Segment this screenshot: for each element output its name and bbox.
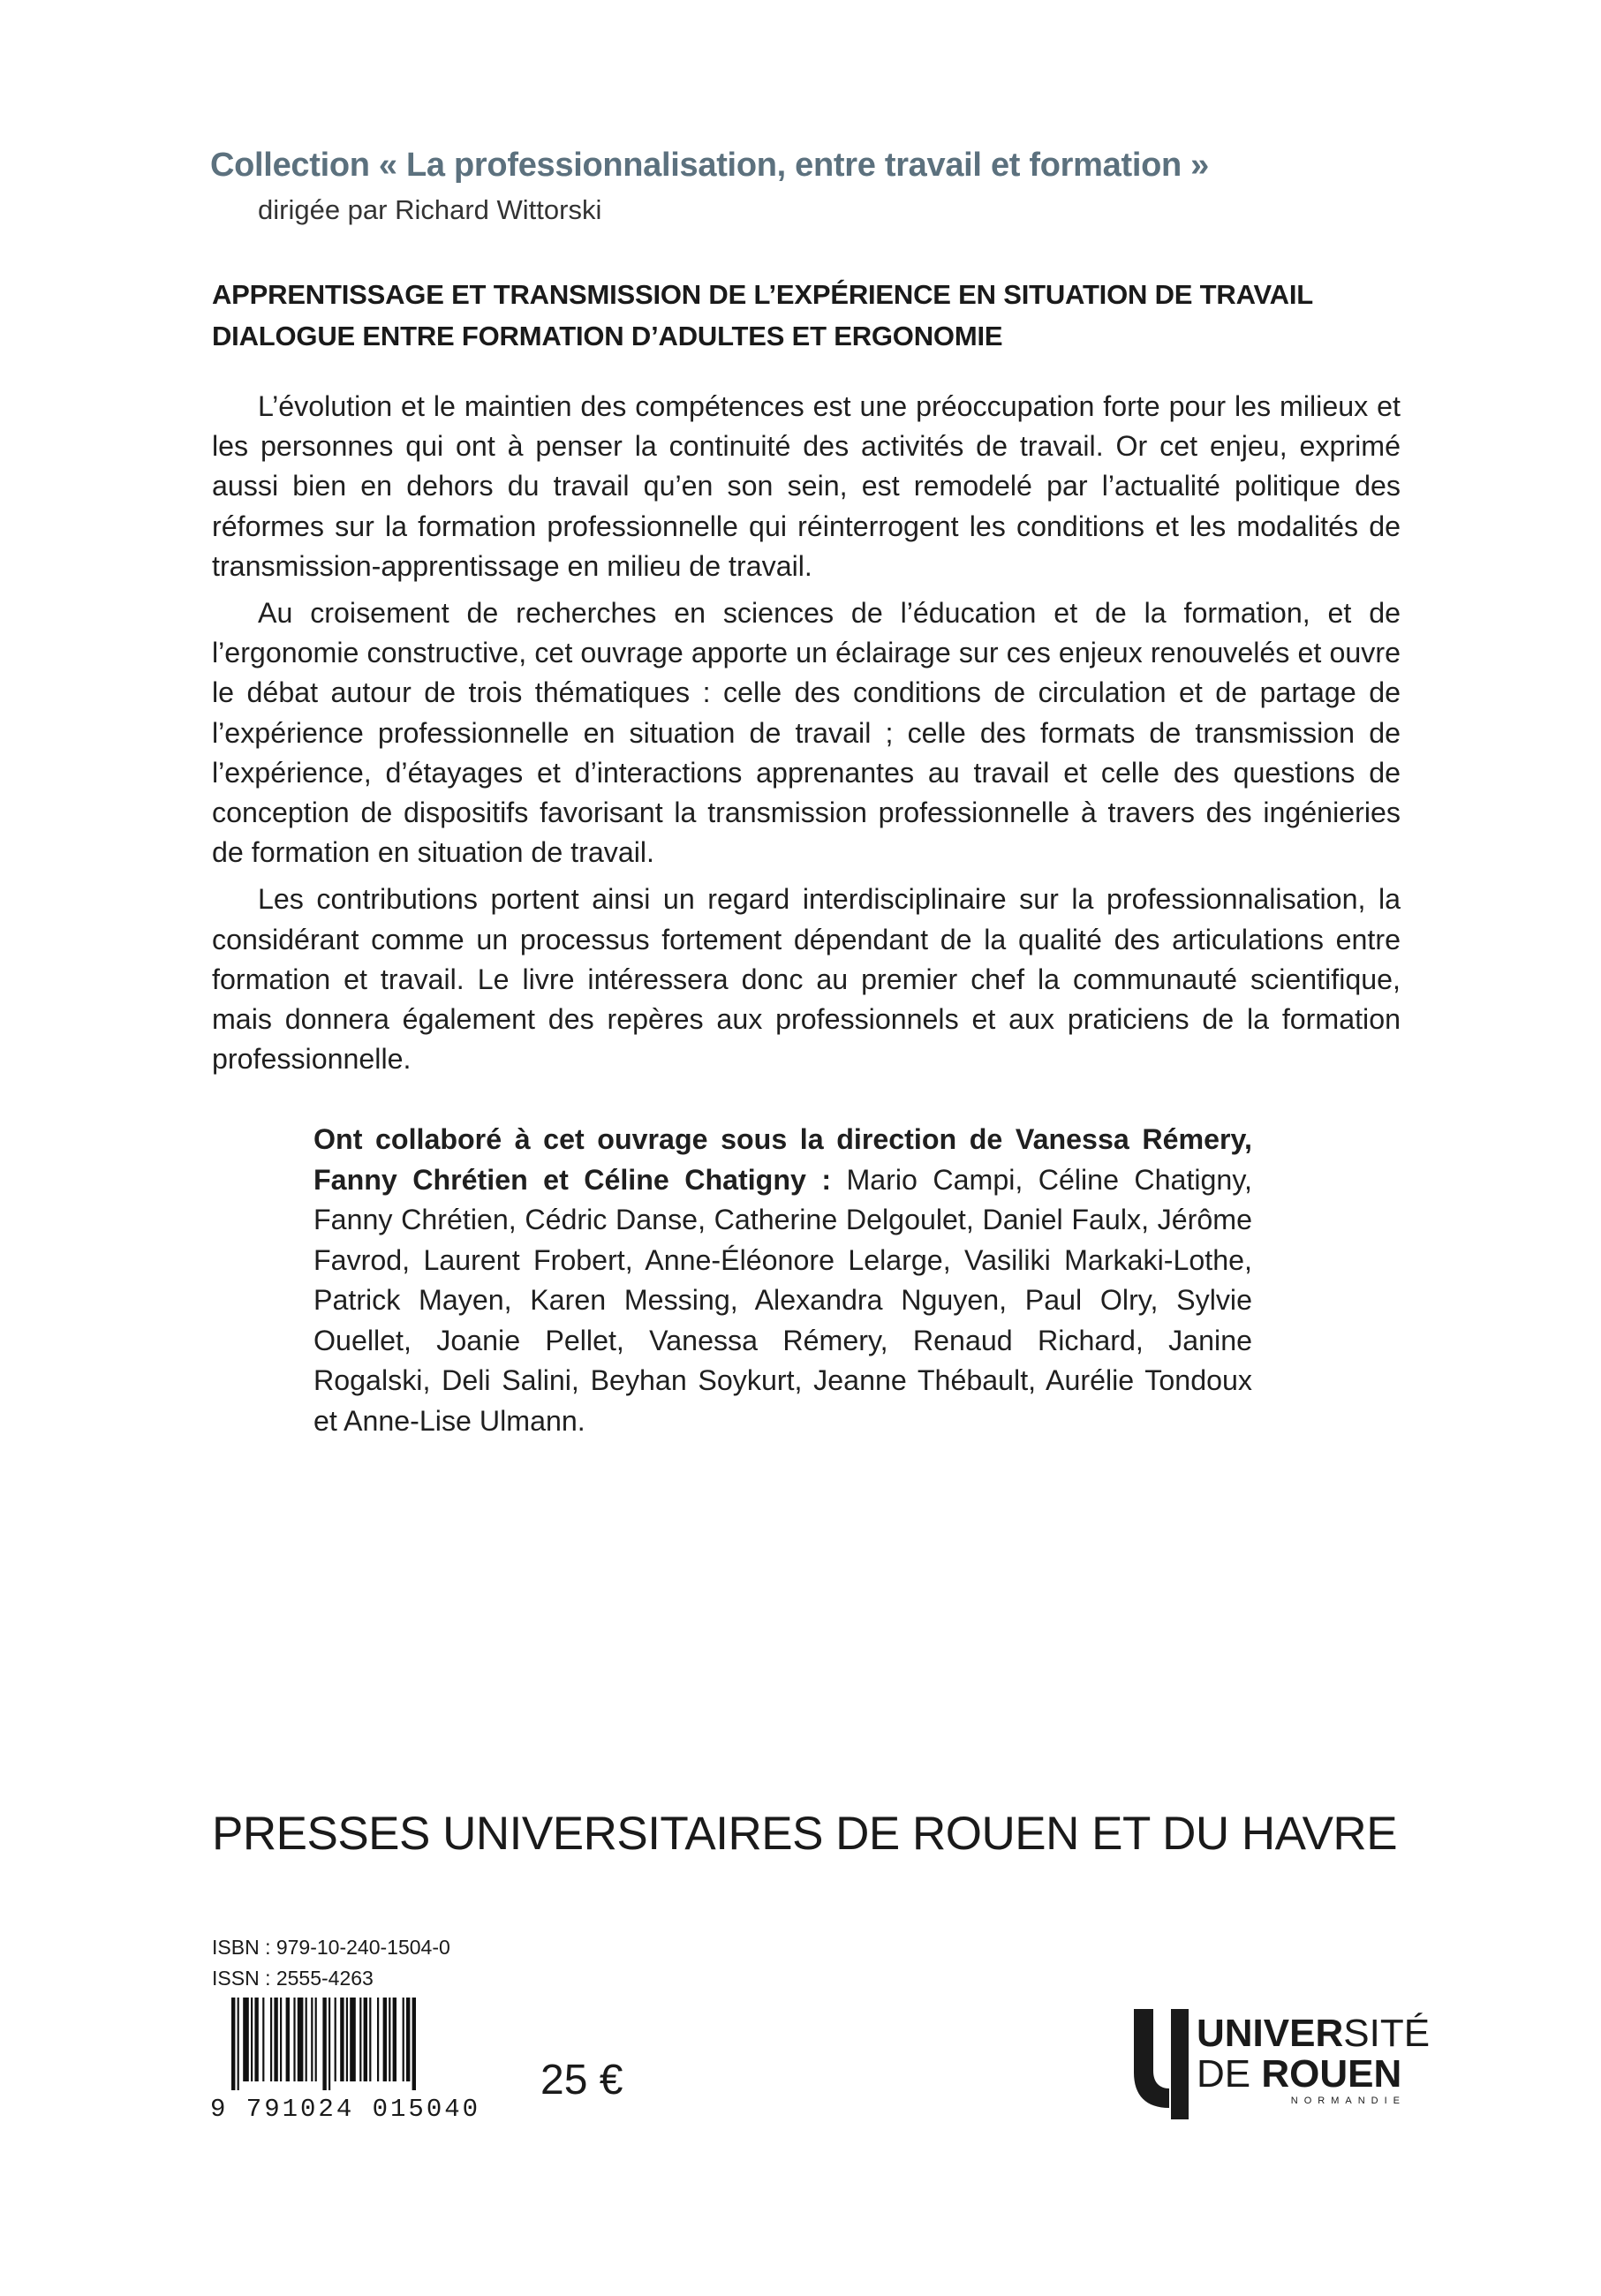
collection-director: dirigée par Richard Wittorski	[258, 194, 602, 225]
barcode-bar	[322, 1998, 326, 2090]
summary-paragraph-1: L’évolution et le maintien des compétences est une préoccupation forte pour les milieux et les personnes qui ont à penser la continuité des activités de travail. Or cet enjeu, exprimé aussi bien en dehors du travail qu’en son sein, est remodelé par l’actualité politique des réformes sur la formation professionnelle qui réinterrogent les conditions et les modalités de transmission-apprentissage en milieu de travail.	[212, 390, 1401, 582]
barcode-bar	[286, 1998, 290, 2081]
barcode-bar	[262, 1998, 264, 2081]
isbn: ISBN : 979-10-240-1504-0	[212, 1936, 450, 1959]
barcode-bar	[251, 1998, 253, 2081]
barcode-bar	[306, 1998, 307, 2081]
university-logo-icon	[1130, 2009, 1192, 2119]
barcode-digits: 9 791024 015040	[210, 2095, 481, 2124]
barcode-bar	[274, 1998, 277, 2081]
barcode-bar	[340, 1998, 344, 2081]
contributors-block	[313, 1120, 1252, 1441]
barcode-bar	[311, 1998, 313, 2081]
barcode-bar	[389, 1998, 390, 2081]
barcode-bar	[315, 1998, 317, 2081]
logo-line-1: UNIVERSITÉ	[1197, 2012, 1431, 2055]
barcode-bar	[383, 1998, 387, 2081]
book-title	[212, 274, 1413, 357]
barcode-bar	[350, 1998, 356, 2081]
barcode-bar	[335, 1998, 336, 2081]
issn: ISSN : 2555-4263	[212, 1967, 374, 1990]
contributors-names: Mario Campi, Céline Chatigny, Fanny Chrétien, Cédric Danse, Catherine Delgoulet, Daniel Faulx, Jérôme Favrod, Laurent Frobert, Anne-Éléonore Lelarge, Vasiliki Markaki-Lothe, Patrick Mayen, Karen Messing, Alexandra Nguyen, Paul Olry, Sylvie Ouellet, Joanie Pellet, Vanessa Rémery, Renaud Richard, Janine Rogalski, Deli Salini, Beyhan Soykurt, Jeanne Thébault, Aurélie Tondoux et Anne-Lise Ulmann.	[313, 1163, 1252, 1437]
collection-title: Collection « La professionnalisation, entre travail et formation »	[210, 147, 1209, 184]
barcode-bar	[298, 1998, 304, 2081]
barcode-bar	[364, 1998, 367, 2081]
summary-paragraph-2: Au croisement de recherches en sciences de l’éducation et de la formation, et de l’ergonomie constructive, cet ouvrage apporte un éclairage sur ces enjeux renouvelés et ouvre le débat autour de trois thématiques : celle des conditions de circulation et de partage de l’expérience professionnelle en situation de travail ; celle des formats de transmission de l’expérience, d’étayages et d’interactions apprenantes au travail et celle des questions de conception de dispositifs favorisant la transmission professionnelle à travers des ingénieries de formation en situation de travail.	[212, 597, 1401, 869]
barcode-bar	[238, 1998, 239, 2090]
barcode-bar	[359, 1998, 361, 2081]
barcode-bar	[406, 1998, 410, 2081]
barcode-bar	[254, 1998, 258, 2081]
book-title-line-2: DIALOGUE ENTRE FORMATION D’ADULTES ET ERGONOMIE	[212, 321, 1003, 351]
summary-text	[212, 387, 1401, 1086]
barcode-bar	[231, 1998, 235, 2090]
barcode-bar	[393, 1998, 396, 2081]
book-title-line-1: APPRENTISSAGE ET TRANSMISSION DE L’EXPÉRIENCE EN SITUATION DE TRAVAIL	[212, 279, 1313, 310]
logo-line-3: NORMANDIE	[1290, 2096, 1406, 2106]
barcode-bar	[377, 1998, 379, 2081]
barcode-bar	[412, 1998, 416, 2090]
publisher-name: PRESSES UNIVERSITAIRES DE ROUEN ET DU HAVRE	[212, 1808, 1398, 1860]
barcode-bar	[346, 1998, 348, 2081]
barcode-bar	[403, 1998, 404, 2081]
barcode-bar	[270, 1998, 272, 2081]
price: 25 €	[540, 2057, 623, 2103]
barcode-bar	[243, 1998, 249, 2081]
logo-line-2: DE ROUEN	[1197, 2052, 1402, 2096]
summary-paragraph-3: Les contributions portent ainsi un regard interdisciplinaire sur la professionnalisation, la considérant comme un processus fortement dépendant de la qualité des articulations entre formation et travail. Le livre intéressera donc au premier chef la communauté scientifique, mais donnera également des repères aux professionnels et aux praticiens de la formation professionnelle.	[212, 883, 1401, 1076]
university-logo-text	[1197, 2012, 1431, 2107]
barcode-bar	[329, 1998, 330, 2090]
barcode-icon	[231, 1998, 496, 2090]
contributors-lead: Ont collaboré à cet ouvrage sous la direction de Vanessa Rémery, Fanny Chrétien et Céline Chatigny :	[313, 1123, 1252, 1196]
barcode-bar	[293, 1998, 295, 2081]
barcode-bar	[369, 1998, 371, 2081]
barcode-bar	[280, 1998, 282, 2081]
